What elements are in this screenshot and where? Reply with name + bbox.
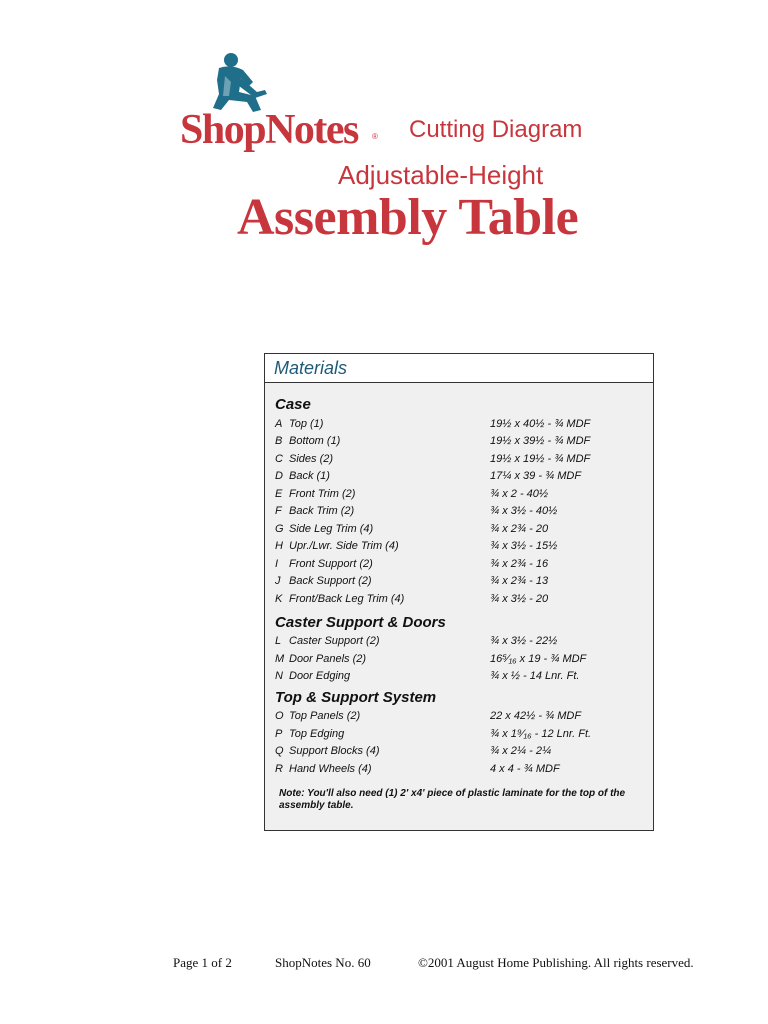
part-name: Support Blocks (4) (289, 745, 380, 757)
list-item (275, 575, 645, 592)
part-dimensions: ¾ x 2¾ - 16 (490, 558, 549, 570)
part-name: Door Edging (289, 670, 351, 682)
part-dimensions: ¾ x 2¾ - 13 (490, 575, 549, 587)
part-name: Sides (2) (289, 453, 334, 465)
materials-note: Note: You'll also need (1) 2' x4' piece of plastic laminate for the top of the assembly table. (279, 788, 626, 811)
part-dimensions: ¾ x 2¼ - 2¼ (490, 745, 552, 757)
part-letter: E (275, 488, 283, 500)
list-item (275, 670, 645, 687)
part-letter: H (275, 540, 283, 552)
part-name: Door Panels (2) (289, 653, 367, 665)
part-name: Bottom (1) (289, 435, 341, 447)
list-item (275, 635, 645, 652)
part-dimensions: 17¼ x 39 - ¾ MDF (490, 470, 582, 482)
list-item (275, 745, 645, 762)
part-letter: I (275, 558, 279, 570)
part-dimensions: ¾ x 1⁹⁄₁₆ - 12 Lnr. Ft. (490, 728, 592, 740)
part-letter: R (275, 763, 283, 775)
part-dimensions: 19½ x 40½ - ¾ MDF (490, 418, 591, 430)
part-name: Top Edging (289, 728, 345, 740)
page-title: Assembly Table (237, 189, 579, 246)
list-item (275, 593, 645, 610)
list-item (275, 523, 645, 540)
list-item (275, 418, 645, 435)
section-title-case: Case (275, 396, 311, 413)
part-name: Hand Wheels (4) (289, 763, 372, 775)
part-name: Top (1) (289, 418, 324, 430)
materials-box (264, 353, 654, 831)
part-letter: B (275, 435, 283, 447)
part-dimensions: 19½ x 39½ - ¾ MDF (490, 435, 591, 447)
part-dimensions: 22 x 42½ - ¾ MDF (490, 710, 582, 722)
part-name: Front/Back Leg Trim (4) (289, 593, 405, 605)
part-name: Top Panels (2) (289, 710, 361, 722)
part-dimensions: ¾ x 3½ - 20 (490, 593, 549, 605)
part-name: Caster Support (2) (289, 635, 380, 647)
list-item (275, 540, 645, 557)
heading-adjustable-height: Adjustable-Height (338, 160, 544, 190)
part-letter: N (275, 670, 283, 682)
part-letter: K (275, 593, 283, 605)
part-dimensions: 16⁵⁄₁₆ x 19 - ¾ MDF (490, 653, 587, 665)
part-dimensions: 19½ x 19½ - ¾ MDF (490, 453, 591, 465)
list-item (275, 763, 645, 780)
part-dimensions: ¾ x 3½ - 40½ (490, 505, 558, 517)
shopnotes-logo: ShopNotes (180, 107, 358, 153)
part-dimensions: ¾ x 2¾ - 20 (490, 523, 549, 535)
copyright: ©2001 August Home Publishing. All rights reserved. (418, 955, 694, 970)
list-item (275, 558, 645, 575)
list-item (275, 653, 645, 670)
part-dimensions: ¾ x 2 - 40½ (490, 488, 549, 500)
part-letter: O (275, 710, 284, 722)
list-item (275, 453, 645, 470)
part-letter: G (275, 523, 284, 535)
part-dimensions: 4 x 4 - ¾ MDF (490, 763, 560, 775)
part-dimensions: ¾ x 3½ - 15½ (490, 540, 558, 552)
part-dimensions: ¾ x 3½ - 22½ (490, 635, 558, 647)
section-title-caster-support: Caster Support & Doors (275, 614, 446, 631)
heading-cutting-diagram: Cutting Diagram (409, 116, 583, 143)
issue-number: ShopNotes No. 60 (275, 955, 371, 970)
part-letter: C (275, 453, 283, 465)
materials-title: Materials (265, 354, 653, 383)
list-item (275, 488, 645, 505)
list-item (275, 710, 645, 727)
part-letter: A (275, 418, 283, 430)
part-letter: P (275, 728, 283, 740)
list-item (275, 728, 645, 745)
list-item (275, 435, 645, 452)
part-name: Side Leg Trim (4) (289, 523, 374, 535)
part-name: Back Support (2) (289, 575, 372, 587)
part-letter: Q (275, 745, 284, 757)
part-name: Front Support (2) (289, 558, 373, 570)
part-letter: J (275, 575, 281, 587)
registered-mark: ® (372, 132, 378, 141)
part-name: Back Trim (2) (289, 505, 355, 517)
shopnotes-logo-figure (205, 52, 273, 114)
page-number: Page 1 of 2 (173, 955, 232, 970)
part-letter: D (275, 470, 283, 482)
list-item (275, 505, 645, 522)
part-letter: F (275, 505, 282, 517)
part-name: Front Trim (2) (289, 488, 356, 500)
part-dimensions: ¾ x ½ - 14 Lnr. Ft. (490, 670, 580, 682)
part-name: Back (1) (289, 470, 330, 482)
part-letter: L (275, 635, 282, 647)
list-item (275, 470, 645, 487)
section-title-top-support-system: Top & Support System (275, 689, 437, 706)
part-name: Upr./Lwr. Side Trim (4) (289, 540, 399, 552)
part-letter: M (275, 653, 285, 665)
